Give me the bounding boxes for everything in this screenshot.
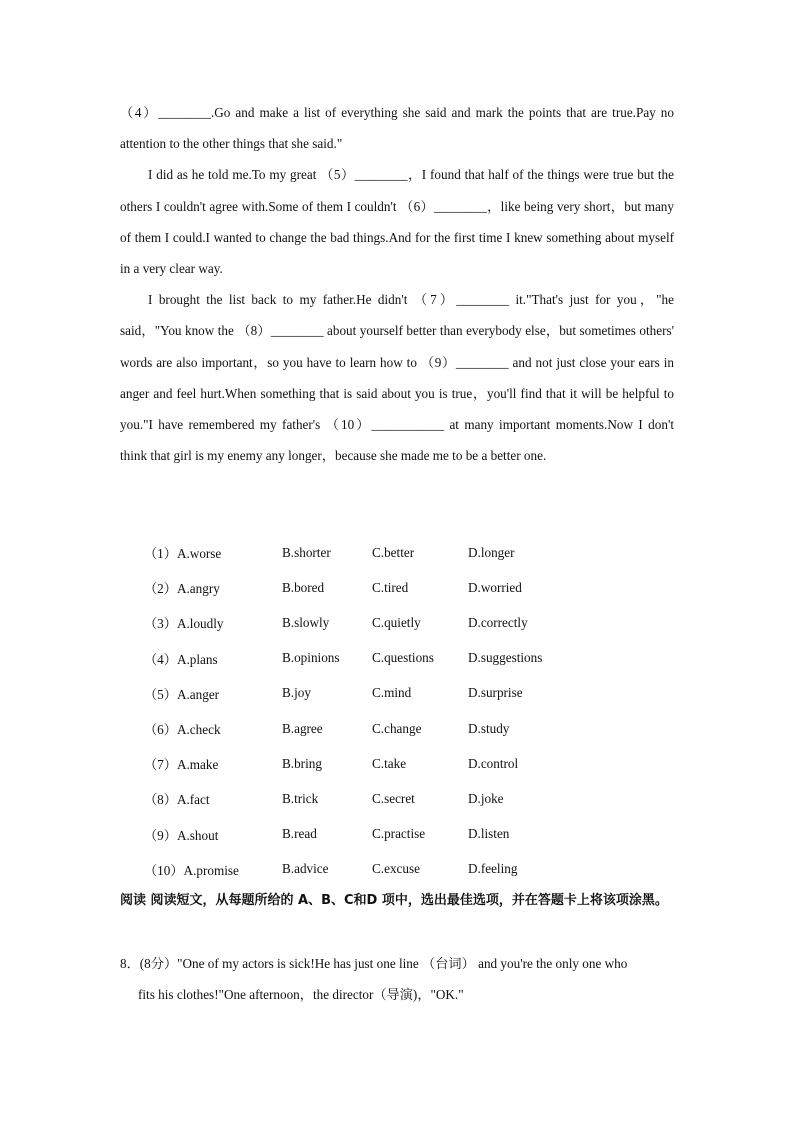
- option-b: B.trick: [282, 790, 319, 806]
- option-c: C.take: [372, 755, 407, 771]
- option-d: D.surprise: [468, 685, 523, 701]
- option-row: [144, 711, 684, 746]
- option-row: [144, 570, 684, 605]
- question-8-line-2: fits his clothes!"One afternoon，the director（导演)，"OK.": [138, 987, 464, 1002]
- question-8: [120, 948, 674, 1010]
- option-c: C.quietly: [372, 614, 421, 630]
- option-b: B.opinions: [282, 650, 340, 666]
- option-b: B.advice: [282, 861, 329, 877]
- passage-paragraph-3: I brought the list back to my father.He didn't （7）________ it."That's just for you，"he said，"You know the （8）________ about yourself better than everybody else，but sometimes others' words are also important，so you have to learn how to （9）________ and not just close your ears in anger and feel hurt.When something that is said about you is true，you'll find that it will be helpful to you."I have remembered my father's （10）___________ at many important moments.Now I don't think that girl is my enemy any longer，because she made me to be a better one.: [120, 292, 674, 464]
- option-d: D.study: [468, 720, 510, 736]
- passage-paragraph-1: （4）________.Go and make a list of everything she said and mark the points that are true.Pay no attention to the other things that she said.": [120, 105, 674, 152]
- passage-paragraph-2: I did as he told me.To my great （5）________，I found that half of the things were true but the others I couldn't agree with.Some of them I couldn't （6）________，like being very short，but many of them I could.I wanted to change the bad things.And for the first time I knew something about myself in a very clear way.: [120, 167, 674, 277]
- option-b: B.bored: [282, 579, 325, 595]
- option-row: [144, 535, 684, 570]
- option-a: （2）A.angry: [144, 581, 220, 597]
- option-row: [144, 817, 684, 852]
- option-a: （10）A.promise: [144, 862, 239, 878]
- option-c: C.excuse: [372, 861, 420, 877]
- option-d: D.worried: [468, 579, 522, 595]
- option-c: C.tired: [372, 579, 409, 595]
- option-d: D.listen: [468, 826, 510, 842]
- option-c: C.mind: [372, 685, 412, 701]
- option-b: B.shorter: [282, 544, 331, 560]
- option-c: C.practise: [372, 826, 426, 842]
- option-c: C.change: [372, 720, 422, 736]
- option-b: B.joy: [282, 685, 311, 701]
- option-a: （3）A.loudly: [144, 616, 224, 632]
- option-b: B.agree: [282, 720, 323, 736]
- option-d: D.control: [468, 755, 519, 771]
- option-a: （1）A.worse: [144, 546, 222, 562]
- question-8-line-1: 8．(8分）"One of my actors is sick!He has just one line （台词） and you're the only one who: [120, 956, 628, 971]
- cloze-passage: [120, 97, 674, 471]
- option-b: B.slowly: [282, 614, 330, 630]
- option-d: D.longer: [468, 544, 515, 560]
- option-row: [144, 746, 684, 781]
- option-d: D.correctly: [468, 614, 528, 630]
- option-row: [144, 676, 684, 711]
- option-b: B.bring: [282, 755, 322, 771]
- option-b: B.read: [282, 826, 317, 842]
- option-c: C.questions: [372, 650, 434, 666]
- option-a: （8）A.fact: [144, 792, 210, 808]
- reading-instruction: 阅读 阅读短文，从每题所给的 A、B、C和D 项中，选出最佳选项，并在答题卡上将该项涂黑。: [120, 893, 668, 908]
- option-a: （4）A.plans: [144, 651, 218, 667]
- option-c: C.better: [372, 544, 415, 560]
- option-row: [144, 605, 684, 640]
- option-row: [144, 852, 684, 887]
- option-d: D.suggestions: [468, 650, 543, 666]
- option-c: C.secret: [372, 790, 415, 806]
- option-a: （6）A.check: [144, 722, 221, 738]
- option-a: （7）A.make: [144, 757, 219, 773]
- answer-options-list: [144, 535, 684, 887]
- option-row: [144, 641, 684, 676]
- option-d: D.joke: [468, 790, 504, 806]
- option-d: D.feeling: [468, 861, 518, 877]
- option-a: （9）A.shout: [144, 827, 219, 843]
- option-row: [144, 781, 684, 816]
- option-a: （5）A.anger: [144, 686, 220, 702]
